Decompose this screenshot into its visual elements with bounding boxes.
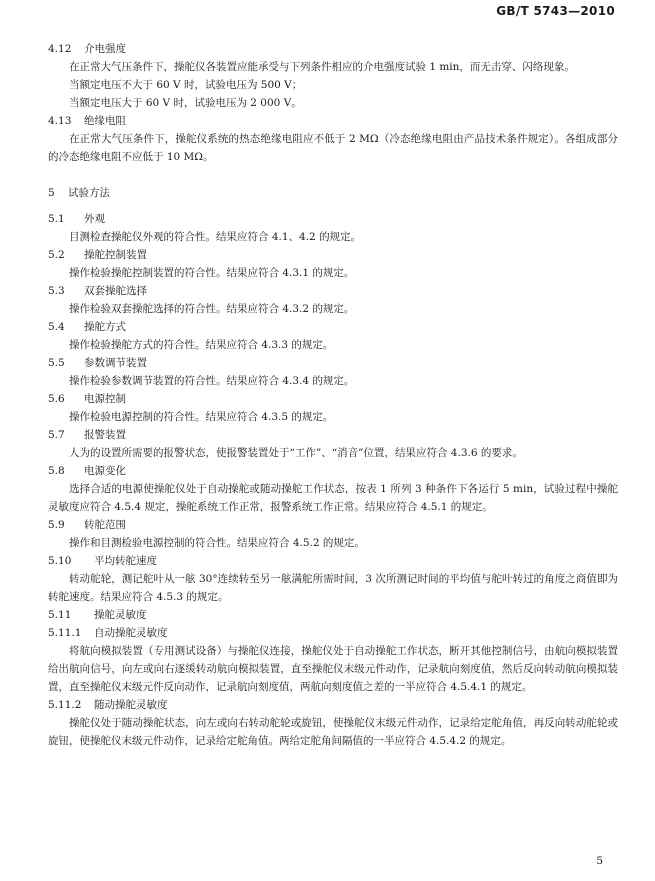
section-title: 转舵范围 <box>84 519 126 531</box>
paragraph: 目测检查操舵仪外观的符合性。结果应符合 4.1、4.2 的规定。 <box>69 231 362 243</box>
paragraph: 操作检验电源控制的符合性。结果应符合 4.3.5 的规定。 <box>69 411 334 423</box>
paragraph: 当额定电压大于 60 V 时，试验电压为 2 000 V。 <box>69 97 302 109</box>
section-heading-5-10 <box>48 552 618 570</box>
paragraph: 操作检验双套操舵选择的符合性。结果应符合 4.3.2 的规定。 <box>69 303 355 315</box>
section-number: 5.8 <box>48 465 65 477</box>
section-heading-4-13 <box>48 112 618 130</box>
paragraph: 人为的设置所需要的报警状态，使报警装置处于“工作”、“消音”位置，结果应符合 4.3.6 的要求。 <box>69 447 523 459</box>
section-number: 5.1 <box>48 213 65 225</box>
chapter-number: 5 <box>48 187 55 199</box>
section-heading-5-11-2 <box>48 696 618 714</box>
section-title: 参数调节装置 <box>84 357 147 369</box>
paragraph: 操作和目测检验电源控制的符合性。结果应符合 4.5.2 的规定。 <box>69 537 365 549</box>
section-title: 外观 <box>84 213 105 225</box>
section-title: 操舵控制装置 <box>84 249 147 261</box>
paragraph: 当额定电压不大于 60 V 时，试验电压为 500 V； <box>69 79 303 91</box>
section-number: 5.3 <box>48 285 65 297</box>
section-title: 双套操舵选择 <box>84 285 147 297</box>
section-number: 4.12 <box>48 43 72 55</box>
section-number: 5.2 <box>48 249 65 261</box>
paragraph: 操作检验参数调节装置的符合性。结果应符合 4.3.4 的规定。 <box>69 375 355 387</box>
section-heading-5-9 <box>48 516 618 534</box>
paragraph: 操作检验操舵控制装置的符合性。结果应符合 4.3.1 的规定。 <box>69 267 355 279</box>
section-heading-4-12 <box>48 40 618 58</box>
section-number: 5.6 <box>48 393 65 405</box>
section-number: 5.7 <box>48 429 65 441</box>
section-number: 5.4 <box>48 321 65 333</box>
chapter-title: 试验方法 <box>68 187 110 199</box>
section-heading-5-6 <box>48 390 618 408</box>
section-title: 平均转舵速度 <box>94 555 157 567</box>
section-title: 操舵灵敏度 <box>94 609 147 621</box>
paragraph: 操舵仪处于随动操舵状态，向左或向右转动舵轮或旋钮，使操舵仪末级元件动作，记录给定舵角值，再反向转动舵轮或旋钮，使操舵仪末级元件动作，记录给定舵角值。两给定舵角间隔值的一半应符合 4.5.4.2 的规定。 <box>48 717 618 747</box>
section-number: 5.10 <box>48 555 72 567</box>
page-number: 5 <box>596 855 603 867</box>
section-heading-5-2 <box>48 246 618 264</box>
section-title: 报警装置 <box>84 429 126 441</box>
section-number: 5.5 <box>48 357 65 369</box>
section-heading-5-4 <box>48 318 618 336</box>
section-number: 5.9 <box>48 519 65 531</box>
section-title: 随动操舵灵敏度 <box>94 699 168 711</box>
section-title: 绝缘电阻 <box>84 115 126 127</box>
section-number: 5.11.2 <box>48 699 82 711</box>
section-title: 自动操舵灵敏度 <box>94 627 168 639</box>
paragraph: 将航向模拟装置（专用测试设备）与操舵仪连接，操舵仪处于自动操舵工作状态，断开其他控制信号，由航向模拟装置给出航向信号，向左或向右逐缓转动航向模拟装置，直至操舵仪末级元件动作，记录航向刻度值，然后反向转动航向模拟装置，直至操舵仪末级元件反向动作，记录航向刻度值，两航向刻度值之差的一半应符合 4.5.4.1 的规定。 <box>48 645 618 693</box>
section-title: 介电强度 <box>84 43 126 55</box>
section-heading-5-5 <box>48 354 618 372</box>
section-heading-5-11-1 <box>48 624 618 642</box>
section-heading-5-11 <box>48 606 618 624</box>
section-heading-5-1 <box>48 210 618 228</box>
chapter-heading-5 <box>48 184 618 202</box>
section-title: 电源控制 <box>84 393 126 405</box>
section-heading-5-3 <box>48 282 618 300</box>
section-title: 操舵方式 <box>84 321 126 333</box>
standard-code: GB/T 5743—2010 <box>496 4 615 18</box>
section-title: 电源变化 <box>84 465 126 477</box>
paragraph: 在正常大气压条件下，操舵仪各装置应能承受与下列条件相应的介电强度试验 1 min，而无击穿、闪络现象。 <box>69 61 575 73</box>
section-number: 4.13 <box>48 115 72 127</box>
section-number: 5.11 <box>48 609 72 621</box>
paragraph: 转动舵轮，测记舵叶从一舷 30°连续转至另一舷满舵所需时间，3 次所测记时间的平均值与舵叶转过的角度之商值即为转舵速度。结果应符合 4.5.3 的规定。 <box>48 573 618 603</box>
document-body <box>48 40 618 750</box>
paragraph: 在正常大气压条件下，操舵仪系统的热态绝缘电阻应不低于 2 MΩ（冷态绝缘电阻由产品技术条件规定）。各组成部分的冷态绝缘电阻不应低于 10 MΩ。 <box>48 133 618 163</box>
section-heading-5-8 <box>48 462 618 480</box>
section-heading-5-7 <box>48 426 618 444</box>
paragraph: 操作检验操舵方式的符合性。结果应符合 4.3.3 的规定。 <box>69 339 334 351</box>
section-number: 5.11.1 <box>48 627 82 639</box>
paragraph: 选择合适的电源使操舵仪处于自动操舵或随动操舵工作状态，按表 1 所列 3 种条件下各运行 5 min，试验过程中操舵灵敏度应符合 4.5.4 规定，操舵系统工作正常，报警系统工作正常。结果应符合 4.5.1 的规定。 <box>48 483 618 513</box>
